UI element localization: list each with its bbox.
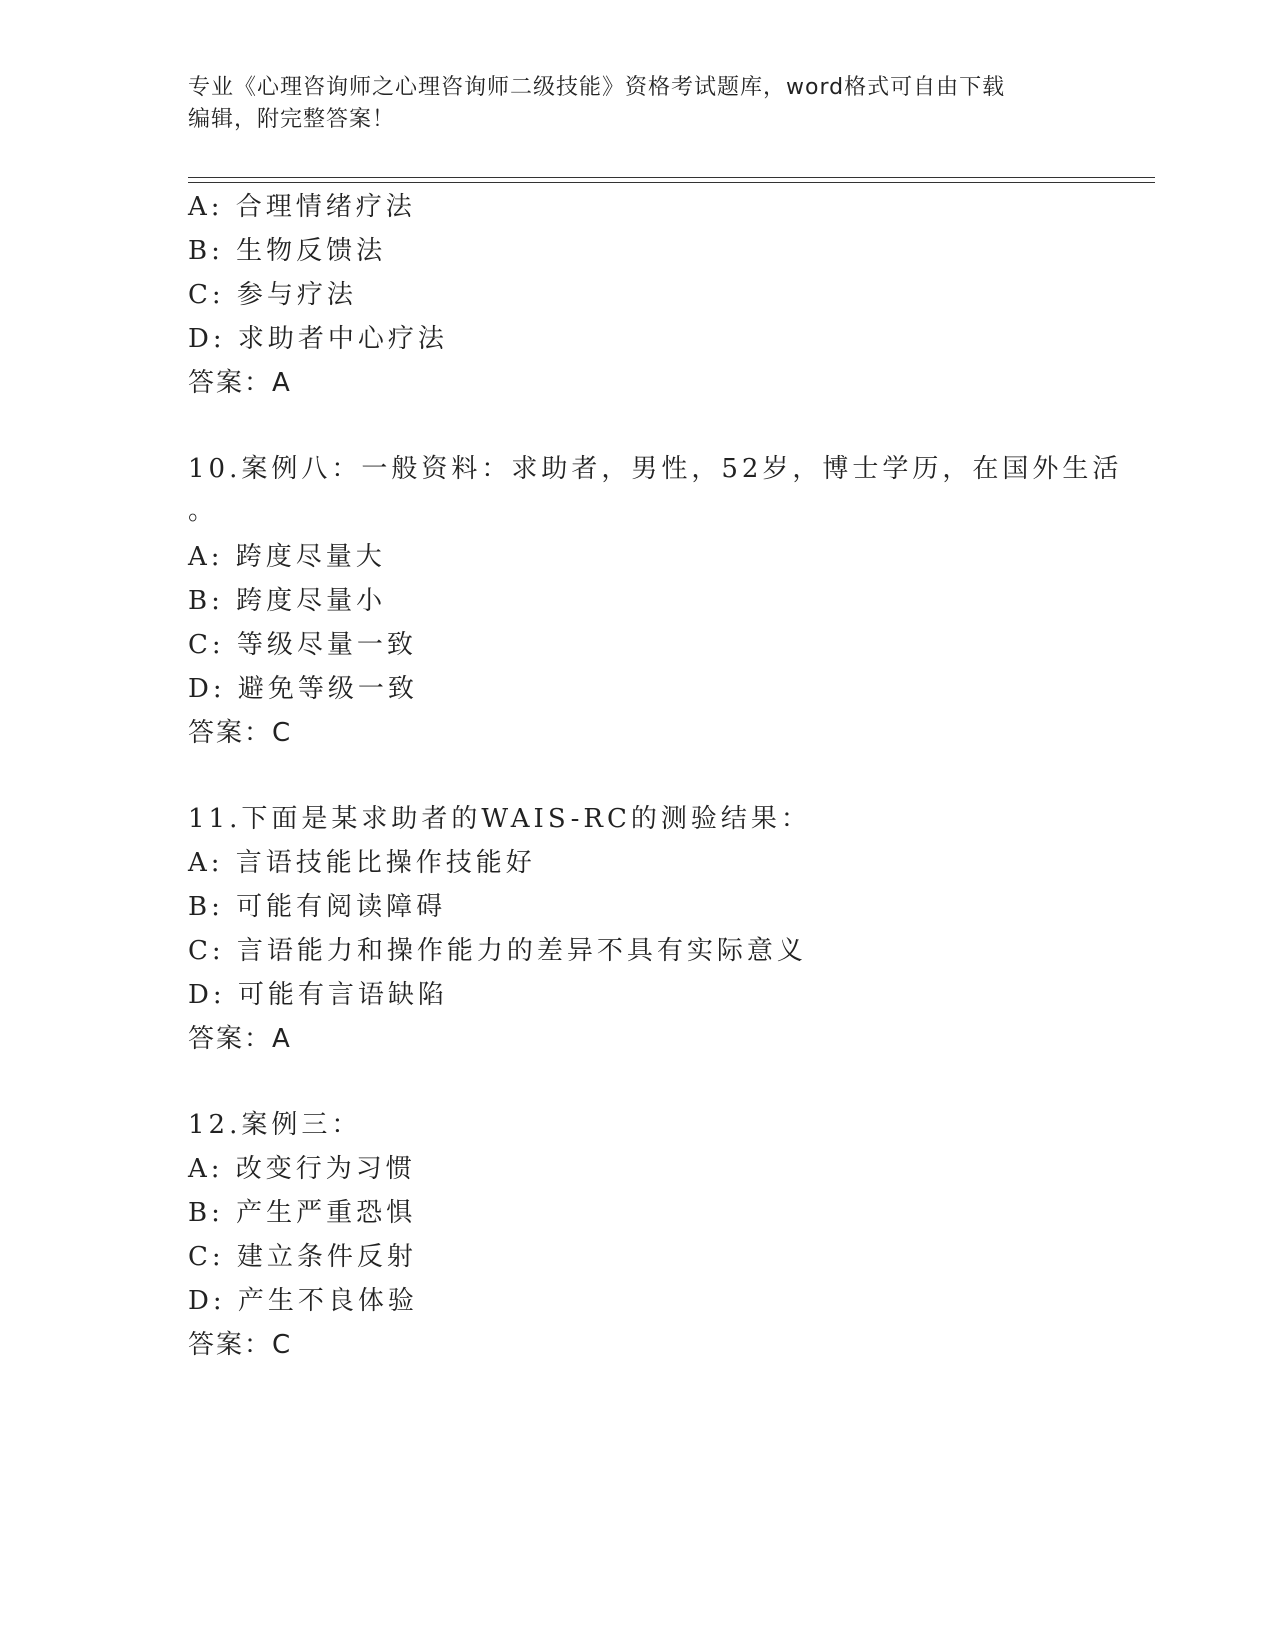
header-divider-bottom — [188, 182, 1155, 183]
q11-option-d: D: 可能有言语缺陷 — [188, 980, 448, 1010]
prev-option-b: B: 生物反馈法 — [188, 236, 387, 266]
header-divider-top — [188, 177, 1155, 178]
q12-option-b: B: 产生严重恐惧 — [188, 1198, 417, 1228]
q12-option-c: C: 建立条件反射 — [188, 1242, 417, 1272]
q11-option-c: C: 言语能力和操作能力的差异不具有实际意义 — [188, 936, 807, 966]
prev-answer: 答案：A — [188, 368, 292, 398]
header-line-2: 编辑，附完整答案！ — [188, 107, 396, 132]
prev-option-a: A: 合理情绪疗法 — [188, 192, 416, 222]
q12-question: 12.案例三： — [188, 1110, 362, 1140]
q12-option-a: A: 改变行为习惯 — [188, 1154, 416, 1184]
q10-question: 10.案例八：一般资料：求助者，男性，52岁，博士学历，在国外生活 — [188, 454, 1123, 484]
q10-option-c: C: 等级尽量一致 — [188, 630, 417, 660]
header-line-1: 专业《心理咨询师之心理咨询师二级技能》资格考试题库，word格式可自由下载 — [188, 75, 1006, 100]
document-header — [188, 72, 1088, 136]
q10-answer: 答案：C — [188, 718, 293, 748]
q10-continuation: 。 — [188, 496, 219, 526]
q11-option-a: A: 言语技能比操作技能好 — [188, 848, 536, 878]
q12-option-d: D: 产生不良体验 — [188, 1286, 418, 1316]
prev-option-c: C: 参与疗法 — [188, 280, 357, 310]
prev-option-d: D: 求助者中心疗法 — [188, 324, 448, 354]
q10-option-d: D: 避免等级一致 — [188, 674, 418, 704]
q11-question: 11.下面是某求助者的WAIS-RC的测验结果： — [188, 804, 811, 834]
q10-option-b: B: 跨度尽量小 — [188, 586, 387, 616]
q11-option-b: B: 可能有阅读障碍 — [188, 892, 447, 922]
q11-answer: 答案：A — [188, 1024, 292, 1054]
q10-option-a: A: 跨度尽量大 — [188, 542, 386, 572]
q12-answer: 答案：C — [188, 1330, 293, 1360]
